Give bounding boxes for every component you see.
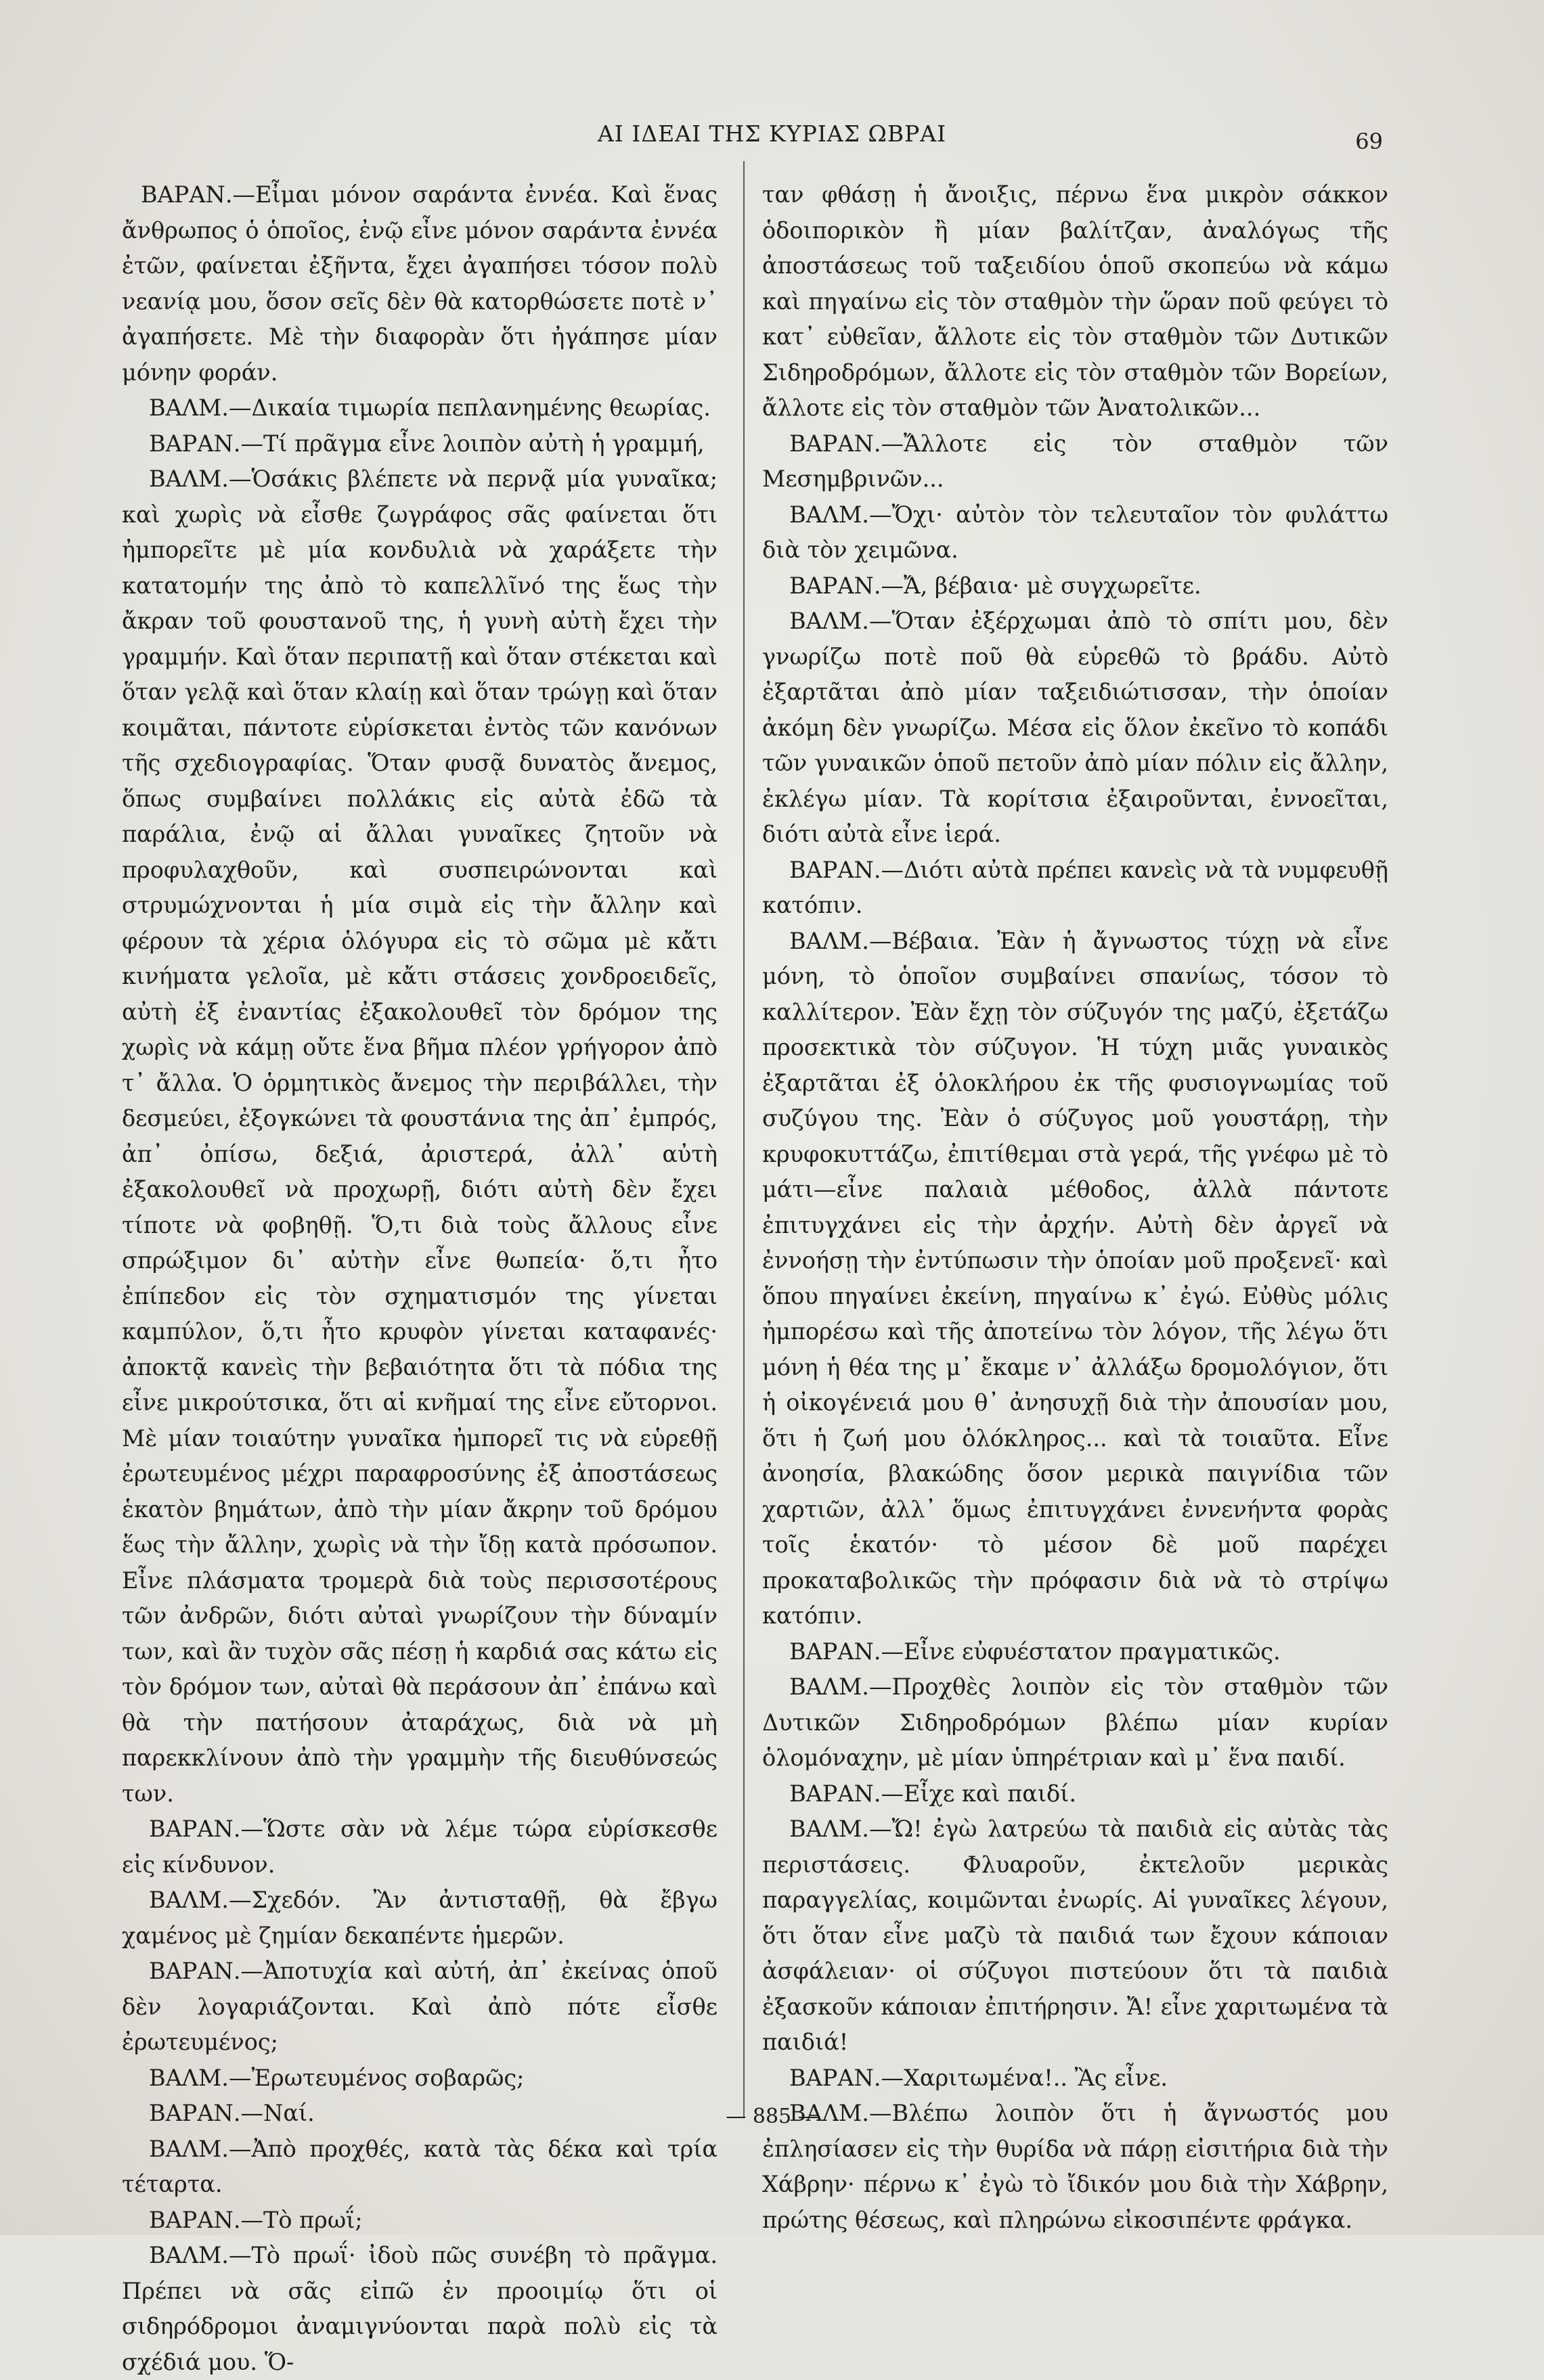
folio-number: — 885 — [726,2105,818,2128]
paragraph: ΒΑΡΑΝ.—Τί πρᾶγμα εἶνε λοιπὸν αὐτὴ ἡ γραμμή, [149,430,705,457]
right-column [762,177,1388,2238]
column-rule [743,161,745,2117]
paragraph: ΒΑΡΑΝ.—Ἄ, βέβαια· μὲ συγχωρεῖτε. [789,572,1201,599]
paragraph: ΒΑΛΜ.—Σχεδόν. Ἂν ἀντισταθῇ, θὰ ἔβγω χαμένος μὲ ζημίαν δεκαπέντε ἡμερῶν. [122,1887,718,1949]
paragraph: ΒΑΛΜ.—Τὸ πρωΐ· ἰδοὺ πῶς συνέβη τὸ πρᾶγμα. Πρέπει νὰ σᾶς εἰπῶ ἐν προοιμίῳ ὅτι οἱ σιδηρόδρομοι ἀναμιγνύονται παρὰ πολὺ εἰς τὰ σχέδιά μου. Ὅ- [122,2242,718,2375]
paragraph: ΒΑΛΜ.—Ὄχι· αὐτὸν τὸν τελευταῖον τὸν φυλάττω διὰ τὸν χειμῶνα. [762,501,1388,563]
paragraph: ταν φθάσῃ ἡ ἄνοιξις, πέρνω ἕνα μικρὸν σάκκον ὁδοιπορικὸν ἢ μίαν βαλίτζαν, ἀναλόγως τῆς ἀποστάσεως τοῦ ταξειδίου ὁποῦ σκοπεύω νὰ κάμω καὶ πηγαίνω εἰς τὸν σταθμὸν τὴν ὥραν ποῦ φεύγει τὸ κατ᾽ εὐθεῖαν, ἄλλοτε εἰς τὸν σταθμὸν τῶν Δυτικῶν Σιδηροδρόμων, ἄλλοτε εἰς τὸν σταθμὸν τῶν Βορείων, ἄλλοτε εἰς τὸν σταθμὸν τῶν Ἀνατολικῶν... [762,181,1388,421]
paragraph: ΒΑΡΑΝ.—Διότι αὐτὰ πρέπει κανεὶς νὰ τὰ νυμφευθῇ κατόπιν. [762,856,1388,918]
paragraph: ΒΑΛΜ.—Ὅταν ἐξέρχωμαι ἀπὸ τὸ σπίτι μου, δὲν γνωρίζω ποτὲ ποῦ θὰ εὑρεθῶ τὸ βράδυ. Αὐτὸ ἐξαρτᾶται ἀπὸ μίαν ταξειδιώτισσαν, τὴν ὁποίαν ἀκόμη δὲν γνωρίζω. Μέσα εἰς ὅλον ἐκεῖνο τὸ κοπάδι τῶν γυναικῶν ὁποῦ πετοῦν ἀπὸ μίαν πόλιν εἰς ἄλλην, ἐκλέγω μίαν. Τὰ κορίτσια ἐξαιροῦνται, ἐννοεῖται, διότι αὐτὰ εἶνε ἱερά. [762,608,1388,847]
page-number: 69 [1355,129,1383,154]
paragraph: ΒΑΛΜ.—Βέβαια. Ἐὰν ἡ ἄγνωστος τύχῃ νὰ εἶνε μόνη, τὸ ὁποῖον συμβαίνει σπανίως, τόσον τὸ καλλίτερον. Ἐὰν ἔχῃ τὸν σύζυγόν της μαζύ, ἐξετάζω προσεκτικὰ τὸν σύζυγον. Ἡ τύχη μιᾶς γυναικὸς ἐξαρτᾶται ἐξ ὁλοκλήρου ἐκ τῆς φυσιογνωμίας τοῦ συζύγου της. Ἐὰν ὁ σύζυγος μοῦ γουστάρῃ, τὴν κρυφοκυττάζω, ἐπιτίθεμαι στὰ γερά, τῆς γνέφω μὲ τὸ μάτι—εἶνε παλαιὰ μέθοδος, ἀλλὰ πάντοτε ἐπιτυγχάνει εἰς τὴν ἀρχήν. Αὐτὴ δὲν ἀργεῖ νὰ ἐννοήσῃ τὴν ἐντύπωσιν τὴν ὁποίαν μοῦ προξενεῖ· καὶ ὅπου πηγαίνει ἐκείνη, πηγαίνω κ᾽ ἐγώ. Εὐθὺς μόλις ἠμπορέσω καὶ τῆς ἀποτείνω τὸν λόγον, τῆς λέγω ὅτι μόνη ἡ θέα της μ᾽ ἔκαμε ν᾽ ἀλλάξω δρομολόγιον, ὅτι ἡ οἰκογένειά μου θ᾽ ἀνησυχῇ διὰ τὴν ἀπουσίαν μου, ὅτι ἡ ζωή μου ὁλόκληρος... καὶ τὰ τοιαῦτα. Εἶνε ἀνοησία, βλακώδης ὅσον μερικὰ παιγνίδια τῶν χαρτιῶν, ἀλλ᾽ ὅμως ἐπιτυγχάνει ἐννενήντα φορὰς τοῖς ἑκατόν· τὸ μέσον δὲ μοῦ παρέχει προκαταβολικῶς τὴν πρόφασιν διὰ νὰ τὸ στρίψω κατόπιν. [762,927,1388,1629]
paragraph: ΒΑΛΜ.—Ἀπὸ προχθές, κατὰ τὰς δέκα καὶ τρία τέταρτα. [122,2135,718,2197]
paragraph: ΒΑΛΜ.—Ὁσάκις βλέπετε νὰ περνᾷ μία γυναῖκα; καὶ χωρὶς νὰ εἶσθε ζωγράφος σᾶς φαίνεται ὅτι ἠμπορεῖτε μὲ μία κονδυλιὰ νὰ χαράξετε τὴν κατατομήν της ἀπὸ τὸ καπελλῖνό της ἕως τὴν ἄκραν τοῦ φουστανοῦ της, ἡ γυνὴ αὐτὴ ἔχει τὴν γραμμήν. Καὶ ὅταν περιπατῇ καὶ ὅταν στέκεται καὶ ὅταν γελᾷ καὶ ὅταν κλαίῃ καὶ ὅταν τρώγῃ καὶ ὅταν κοιμᾶται, πάντοτε εὑρίσκεται ἐντὸς τῶν κανόνων τῆς σχεδιογραφίας. Ὅταν φυσᾷ δυνατὸς ἄνεμος, ὅπως συμβαίνει πολλάκις εἰς αὐτὰ ἐδῶ τὰ παράλια, ἐνῷ αἱ ἄλλαι γυναῖκες ζητοῦν νὰ προφυλαχθοῦν, καὶ συσπειρώνονται καὶ στρυμώχνονται ἡ μία σιμὰ εἰς τὴν ἄλλην καὶ φέρουν τὰ χέρια ὁλόγυρα εἰς τὸ σῶμα μὲ κἄτι κινήματα γελοῖα, μὲ κἄτι στάσεις χονδροειδεῖς, αὐτὴ ἐξ ἐναντίας ἐξακολουθεῖ τὸν δρόμον της χωρὶς νὰ κάμῃ οὔτε ἕνα βῆμα πλέον γρήγορον ἀπὸ τ᾽ ἄλλα. Ὁ ὁρμητικὸς ἄνεμος τὴν περιβάλλει, τὴν δεσμεύει, ἐξογκώνει τὰ φουστάνια της ἀπ᾽ ἐμπρός, ἀπ᾽ ὀπίσω, δεξιά, ἀριστερά, ἀλλ᾽ αὐτὴ ἐξακολουθεῖ νὰ προχωρῇ, διότι αὐτὴ δὲν ἔχει τίποτε νὰ φοβηθῇ. Ὅ,τι διὰ τοὺς ἄλλους εἶνε σπρώξιμον δι᾽ αὐτὴν εἶνε θωπεία· ὅ,τι ἦτο ἐπίπεδον εἰς τὸν σχηματισμόν της γίνεται καμπύλον, ὅ,τι ἦτο κρυφὸν γίνεται καταφανές· ἀποκτᾷ κανεὶς τὴν βεβαιότητα ὅτι τὰ πόδια της εἶνε μικρούτσικα, ὅτι αἱ κνῆμαί της εἶνε εὔτορνοι. Μὲ μίαν τοιαύτην γυναῖκα ἠμπορεῖ τις νὰ εὑρεθῇ ἐρωτευμένος μέχρι παραφροσύνης ἐξ ἀποστάσεως ἑκατὸν βημάτων, ἀπὸ τὴν μίαν ἄκρην τοῦ δρόμου ἕως τὴν ἄλλην, χωρὶς νὰ τὴν ἴδῃ κατὰ πρόσωπον. Εἶνε πλάσματα τρομερὰ διὰ τοὺς περισσοτέρους τῶν ἀνδρῶν, διότι αὐταὶ γνωρίζουν τὴν δύναμίν των, καὶ ἂν τυχὸν σᾶς πέσῃ ἡ καρδιά σας κάτω εἰς τὸν δρόμον των, αὐταὶ θὰ περάσουν ἀπ᾽ ἐπάνω καὶ θὰ τὴν πατήσουν ἀταράχως, διὰ νὰ μὴ παρεκκλίνουν ἀπὸ τὴν γραμμὴν τῆς διευθύνσεώς των. [122,466,718,1807]
paragraph: ΒΑΡΑΝ.—Ὥστε σὰν νὰ λέμε τώρα εὑρίσκεσθε εἰς κίνδυνον. [122,1816,718,1878]
paragraph: ΒΑΡΑΝ.—Εἶνε εὐφυέστατον πραγματικῶς. [789,1638,1281,1665]
paragraph: ΒΑΡΑΝ.—Τὸ πρωΐ; [149,2206,363,2233]
left-column [122,177,718,2380]
paragraph: ΒΑΡΑΝ.—Ἄλλοτε εἰς τὸν σταθμὸν τῶν Μεσημβρινῶν... [762,430,1388,492]
paragraph: ΒΑΡΑΝ.—Εἶχε καὶ παιδί. [789,1780,1076,1807]
paragraph: ΒΑΛΜ.—Δικαία τιμωρία πεπλανημένης θεωρίας. [149,395,711,421]
paragraph: ΒΑΡΑΝ.—Ναί. [149,2100,315,2126]
paragraph: ΒΑΡΑΝ.—Εἶμαι μόνον σαράντα ἐννέα. Καὶ ἕνας ἄνθρωπος ὁ ὁποῖος, ἐνῷ εἶνε μόνον σαράντα ἐννέα ἐτῶν, φαίνεται ἐξῆντα, ἔχει ἀγαπήσει τόσον πολὺ νεανίᾳ μου, ὅσον σεῖς δὲν θὰ κατορθώσετε ποτὲ ν᾽ ἀγαπήσετε. Μὲ τὴν διαφορὰν ὅτι ἠγάπησε μίαν μόνην φοράν. [122,181,718,386]
paragraph: ΒΑΛΜ.—Προχθὲς λοιπὸν εἰς τὸν σταθμὸν τῶν Δυτικῶν Σιδηροδρόμων βλέπω μίαν κυρίαν ὁλομόναχην, μὲ μίαν ὑπηρέτριαν καὶ μ᾽ ἕνα παιδί. [762,1674,1388,1771]
paragraph: ΒΑΛΜ.—Βλέπω λοιπὸν ὅτι ἡ ἄγνωστός μου ἐπλησίασεν εἰς τὴν θυρίδα νὰ πάρῃ εἰσιτήρια διὰ τὴν Χάβρην· πέρνω κ᾽ ἐγὼ τὸ ἴδικόν μου διὰ τὴν Χάβρην, πρώτης θέσεως, καὶ πληρώνω εἰκοσιπέντε φράγκα. [762,2100,1388,2233]
paragraph: ΒΑΛΜ.—Ὤ! ἐγὼ λατρεύω τὰ παιδιὰ εἰς αὐτὰς τὰς περιστάσεις. Φλυαροῦν, ἐκτελοῦν μερικὰς παραγγελίας, κοιμῶνται ἐνωρίς. Αἱ γυναῖκες λέγουν, ὅτι ὅταν εἶνε μαζὺ τὰ παιδιά των ἔχουν κάποιαν ἀσφάλειαν· οἱ σύζυγοι πιστεύουν ὅτι τὰ παιδιὰ ἐξασκοῦν κάποιαν ἐπιτήρησιν. Ἄ! εἶνε χαριτωμένα τὰ παιδιά! [762,1816,1388,2055]
running-title: ΑΙ ΙΔΕΑΙ ΤΗΣ ΚΥΡΙΑΣ ΩΒΡΑΙ [597,120,947,147]
paragraph: ΒΑΡΑΝ.—Χαριτωμένα!.. Ἂς εἶνε. [789,2064,1168,2091]
paragraph: ΒΑΡΑΝ.—Ἀποτυχία καὶ αὐτή, ἀπ᾽ ἐκείνας ὁποῦ δὲν λογαριάζονται. Καὶ ἀπὸ πότε εἶσθε ἐρωτευμένος; [122,1958,718,2055]
paragraph: ΒΑΛΜ.—Ἐρωτευμένος σοβαρῶς; [149,2064,525,2091]
